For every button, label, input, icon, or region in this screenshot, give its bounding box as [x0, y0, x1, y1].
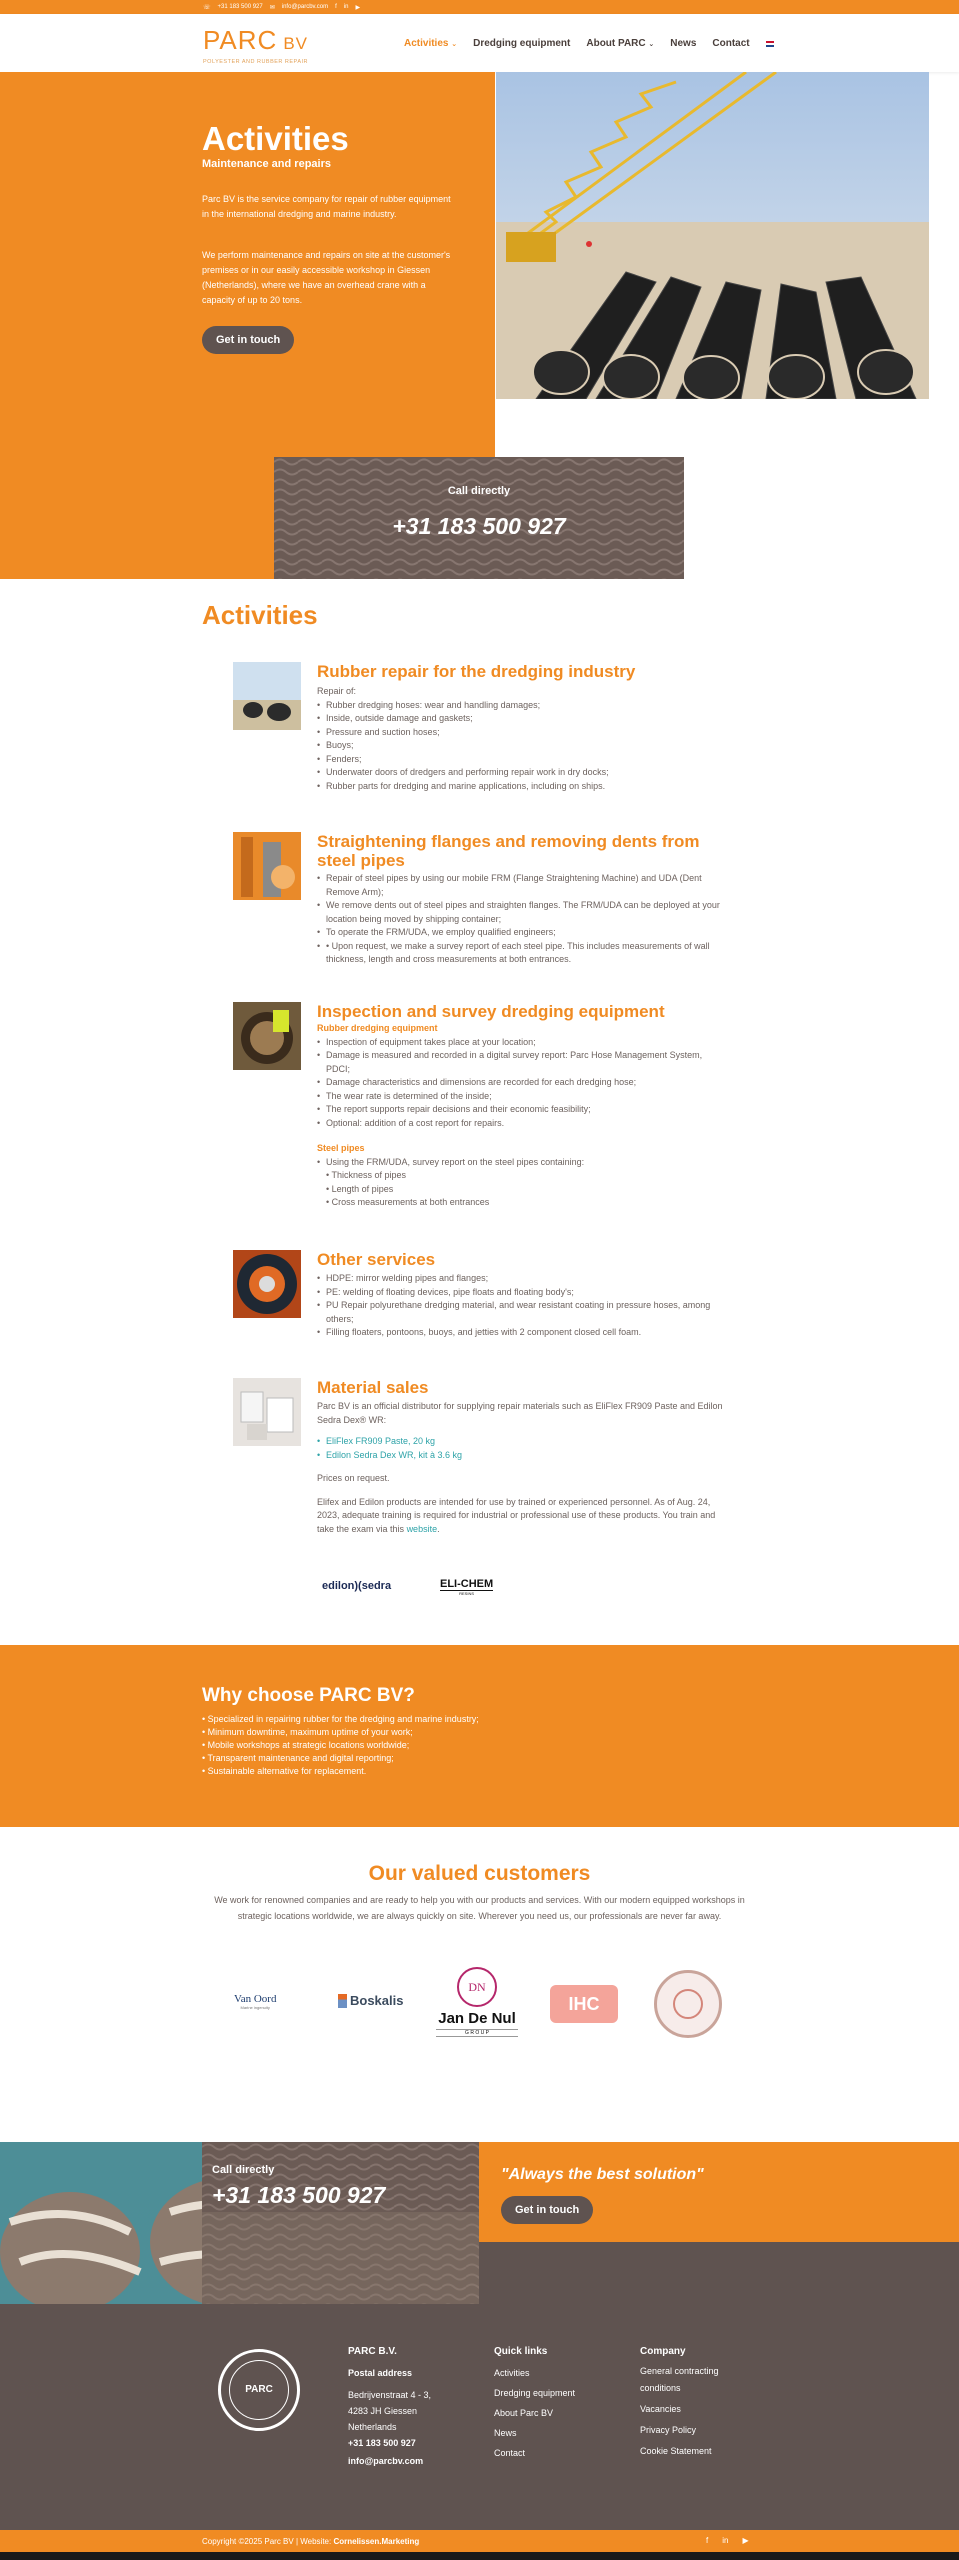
footer-address-line: Netherlands	[348, 2422, 397, 2432]
chevron-down-icon: ⌄	[451, 41, 458, 48]
boskalis-mark-icon	[338, 1994, 347, 2008]
subheading-rubber-equipment: Rubber dredging equipment	[317, 1023, 438, 1033]
list-item: • To operate the FRM/UDA, we employ qualified engineers;	[317, 926, 727, 940]
band-quote: "Always the best solution"	[501, 2166, 704, 2183]
list-item: • Damage characteristics and dimensions are recorded for each dredging hose;	[317, 1076, 727, 1090]
list-item: • Underwater doors of dredgers and performing repair work in dry docks;	[317, 766, 727, 780]
training-note: Elifex and Edilon products are intended for use by trained or experienced personnel. As of Aug. 24, 2023, adequate training is required for industrial or professional use of these products. You train and take the exam via this website.	[317, 1496, 716, 1534]
mail-icon: ✉	[269, 4, 275, 11]
thumb-rubber-repair	[233, 662, 301, 730]
main-nav	[404, 38, 774, 49]
nav-news[interactable]: News	[670, 38, 697, 49]
nav-about[interactable]: About PARC ⌄	[586, 38, 655, 49]
footer-link-conditions[interactable]: General contracting conditions	[640, 2366, 719, 2393]
van-oord-sub: Marine ingenuity	[240, 2005, 270, 2010]
eli-chem-sub: RESINS	[440, 1590, 493, 1596]
section-body-inspection	[317, 1022, 727, 1210]
footer-phone[interactable]: +31 183 500 927	[348, 2438, 416, 2448]
eli-chem-logo	[440, 1578, 493, 1596]
sub-list	[317, 1169, 727, 1210]
customers-text: We work for renowned companies and are ready to help you with our products and services. With our modern equipped workshops in strategic locations worldwide, we are always quickly on site. Wherever you need us, our professionals are never far away.	[214, 1895, 745, 1921]
list-item: • Fenders;	[317, 753, 727, 767]
nav-activities[interactable]: Activities ⌄	[404, 38, 458, 49]
prices-note: Prices on request.	[317, 1473, 390, 1483]
boskalis-name: Boskalis	[350, 1993, 404, 2008]
logo-suffix: BV	[283, 34, 308, 53]
phone-icon: ☏	[203, 4, 211, 11]
youtube-icon[interactable]: ▶	[355, 4, 361, 11]
band-call-box[interactable]	[202, 2142, 479, 2304]
footer-postal-label: Postal address	[348, 2368, 413, 2378]
footer-link-activities[interactable]: Activities	[494, 2368, 530, 2378]
list-item: • Buoys;	[317, 739, 727, 753]
logo-name: PARC	[203, 25, 278, 55]
site-logo[interactable]	[203, 27, 308, 65]
sub-list-item: • Length of pipes	[326, 1183, 394, 1194]
list-item: • Optional: addition of a cost report for repairs.	[317, 1117, 727, 1131]
list-item: • The report supports repair decisions and their economic feasibility;	[317, 1103, 727, 1117]
logo-ihc: IHC	[550, 1985, 618, 2023]
logo-jan-de-nul	[432, 1967, 522, 2039]
subheading-steel-pipes: Steel pipes	[317, 1143, 365, 1153]
sub-list-item: • Thickness of pipes	[326, 1170, 407, 1180]
jdn-group: G R O U P	[436, 2029, 518, 2037]
activities-title: Activities	[202, 600, 318, 630]
why-item: • Transparent maintenance and digital reporting;	[202, 1752, 479, 1765]
why-title: Why choose PARC BV?	[202, 1685, 415, 1706]
website-link[interactable]: website	[406, 1523, 438, 1534]
why-item: • Mobile workshops at strategic locations worldwide;	[202, 1739, 479, 1752]
flag-nl-icon[interactable]	[766, 41, 774, 47]
footer-email[interactable]: info@parcbv.com	[348, 2456, 424, 2466]
section-body-rubber-repair	[317, 685, 727, 793]
call-directly-box[interactable]	[274, 457, 684, 579]
thumb-other-services	[233, 1250, 301, 1318]
sub-list-item: • Cross measurements at both entrances	[326, 1197, 490, 1207]
list-item: • Filling floaters, pontoons, buoys, and jetties with 2 component closed cell foam.	[317, 1326, 727, 1340]
footer-address-col	[348, 2346, 468, 2469]
section-body-steel-pipes	[317, 872, 727, 967]
footer-link-contact[interactable]: Contact	[494, 2448, 526, 2458]
footer-badge	[218, 2349, 300, 2431]
hero-description: We perform maintenance and repairs on site at the customer's premises or in our easily accessible workshop in Giessen (Netherlands), where we have an overhead crane with a capacity of up to 20 tons.	[202, 250, 451, 305]
topbar-phone[interactable]: +31 183 500 927	[217, 4, 263, 10]
hero-image-pipes	[496, 72, 929, 399]
section-heading-material-sales: Material sales	[317, 1378, 429, 1397]
band-call-label: Call directly	[212, 2164, 275, 2176]
footer-link-about[interactable]: About Parc BV	[494, 2408, 554, 2418]
seal-inner-ring	[673, 1989, 703, 2019]
list-item: • We remove dents out of steel pipes and straighten flanges. The FRM/UDA can be deployed at your location being moved by shipping container;	[317, 899, 727, 926]
youtube-icon[interactable]: ▶	[742, 2536, 749, 2545]
van-oord-name: Van Oord	[234, 1993, 277, 2005]
credit-link[interactable]: Cornelissen.Marketing	[333, 2537, 420, 2546]
band-quote-box	[479, 2142, 959, 2242]
linkedin-icon[interactable]: in	[343, 4, 349, 10]
eliflex-link[interactable]: • EliFlex FR909 Paste, 20 kg	[317, 1435, 727, 1449]
section-body-material-sales	[317, 1400, 727, 1536]
edilon-sedra-logo: edilon)(sedra	[322, 1580, 392, 1592]
footer-link-vacancies[interactable]: Vacancies	[640, 2404, 681, 2414]
edilon-link[interactable]: • Edilon Sedra Dex WR, kit à 3.6 kg	[317, 1449, 727, 1463]
footer-link-cookies[interactable]: Cookie Statement	[640, 2446, 712, 2456]
footer-company: PARC B.V.	[348, 2346, 397, 2357]
why-item: • Sustainable alternative for replacement.	[202, 1765, 479, 1778]
list-item: • Rubber dredging hoses: wear and handling damages;	[317, 699, 727, 713]
social-links	[706, 2536, 749, 2545]
footer-quick-links	[494, 2346, 614, 2463]
nav-dredging-equipment[interactable]: Dredging equipment	[473, 38, 571, 49]
list-item: • Rubber parts for dredging and marine applications, including on ships.	[317, 780, 727, 794]
section-heading-other-services: Other services	[317, 1250, 436, 1269]
topbar-email[interactable]: info@parcbv.com	[281, 4, 329, 10]
thumb-steel-pipes	[233, 832, 301, 900]
hero-intro: Parc BV is the service company for repair of rubber equipment in the international dredging and marine industry.	[202, 194, 451, 219]
footer-link-dredging[interactable]: Dredging equipment	[494, 2388, 576, 2398]
footer-company-links	[640, 2346, 750, 2460]
band-dark-fill	[479, 2242, 959, 2304]
list-item: • Pressure and suction hoses;	[317, 726, 727, 740]
section-heading-steel-pipes: Straightening flanges and removing dents from steel pipes	[317, 832, 700, 870]
band-call-phone[interactable]: +31 183 500 927	[212, 2182, 386, 2208]
list-item: • Inspection of equipment takes place at your location;	[317, 1036, 727, 1050]
quick-links-title: Quick links	[494, 2346, 548, 2357]
logo-boskalis	[338, 1993, 403, 2008]
customers-title: Our valued customers	[368, 1862, 591, 1885]
top-bar	[0, 0, 959, 14]
call-label: Call directly	[447, 485, 511, 497]
thumb-material-sales	[233, 1378, 301, 1446]
thumb-inspection	[233, 1002, 301, 1070]
list-item: • Damage is measured and recorded in a digital survey report: Parc Hose Management System, PDCI;	[317, 1049, 727, 1076]
get-in-touch-button[interactable]: Get in touch	[202, 326, 294, 354]
logo-seal-customer	[654, 1970, 722, 2038]
material-intro: Parc BV is an official distributor for supplying repair materials such as EliFlex FR909 Paste and Edilon Sedra Dex® WR:	[317, 1401, 723, 1425]
site-footer	[0, 2304, 959, 2530]
hero-title: Activities	[202, 120, 349, 157]
section-body-other-services	[317, 1272, 727, 1340]
list-item: • The wear rate is determined of the inside;	[317, 1090, 727, 1104]
chevron-down-icon: ⌄	[648, 41, 655, 48]
logo-tagline: POLYESTER AND RUBBER REPAIR	[203, 59, 308, 65]
facebook-icon[interactable]: f	[706, 2536, 709, 2545]
list-item: • Repair of steel pipes by using our mobile FRM (Flange Straightening Machine) and UDA (Dent Remove Arm);	[317, 872, 727, 899]
copyright-bar	[0, 2530, 959, 2552]
list-item: • • Upon request, we make a survey report of each steel pipe. This includes measurements of wall thickness, length and cross measurements at both entrances.	[317, 940, 727, 967]
footer-address-line: 4283 JH Giessen	[348, 2406, 418, 2416]
footer-badge-text: PARC	[245, 2384, 273, 2395]
bottom-strip	[0, 2552, 959, 2560]
list-item: • PE: welding of floating devices, pipe floats and floating body's;	[317, 1286, 727, 1300]
call-phone[interactable]: +31 183 500 927	[392, 513, 566, 539]
company-title: Company	[640, 2346, 686, 2357]
why-item: • Specialized in repairing rubber for the dredging and marine industry;	[202, 1713, 479, 1726]
footer-link-privacy[interactable]: Privacy Policy	[640, 2425, 697, 2435]
eli-chem-name: ELI-CHEM	[440, 1578, 494, 1590]
linkedin-icon[interactable]: in	[722, 2536, 729, 2545]
list-item: • Inside, outside damage and gaskets;	[317, 712, 727, 726]
section-heading-rubber-repair: Rubber repair for the dredging industry	[317, 662, 636, 681]
hero-subtitle: Maintenance and repairs	[202, 158, 331, 170]
footer-address-line: Bedrijvenstraat 4 - 3,	[348, 2390, 432, 2400]
jdn-name: Jan De Nul	[438, 2010, 516, 2027]
facebook-icon[interactable]: f	[335, 4, 337, 10]
logo-van-oord	[234, 1993, 276, 2010]
jdn-mark: DN	[457, 1967, 497, 2007]
band-get-in-touch-button[interactable]: Get in touch	[501, 2196, 593, 2224]
nav-contact[interactable]: Contact	[712, 38, 750, 49]
list-item: • HDPE: mirror welding pipes and flanges;	[317, 1272, 727, 1286]
footer-link-news[interactable]: News	[494, 2428, 517, 2438]
list-item: • Using the FRM/UDA, survey report on the steel pipes containing:	[317, 1156, 727, 1170]
why-section	[0, 1645, 959, 1827]
copyright-text: Copyright ©2025 Parc BV | Website: Cornelissen.Marketing	[202, 2537, 420, 2546]
list-item: • PU Repair polyurethane dredging material, and wear resistant coating in pressure hoses, among others;	[317, 1299, 727, 1326]
why-item: • Minimum downtime, maximum uptime of your work;	[202, 1726, 479, 1739]
section-intro: Repair of:	[317, 686, 357, 696]
section-heading-inspection: Inspection and survey dredging equipment	[317, 1002, 665, 1021]
